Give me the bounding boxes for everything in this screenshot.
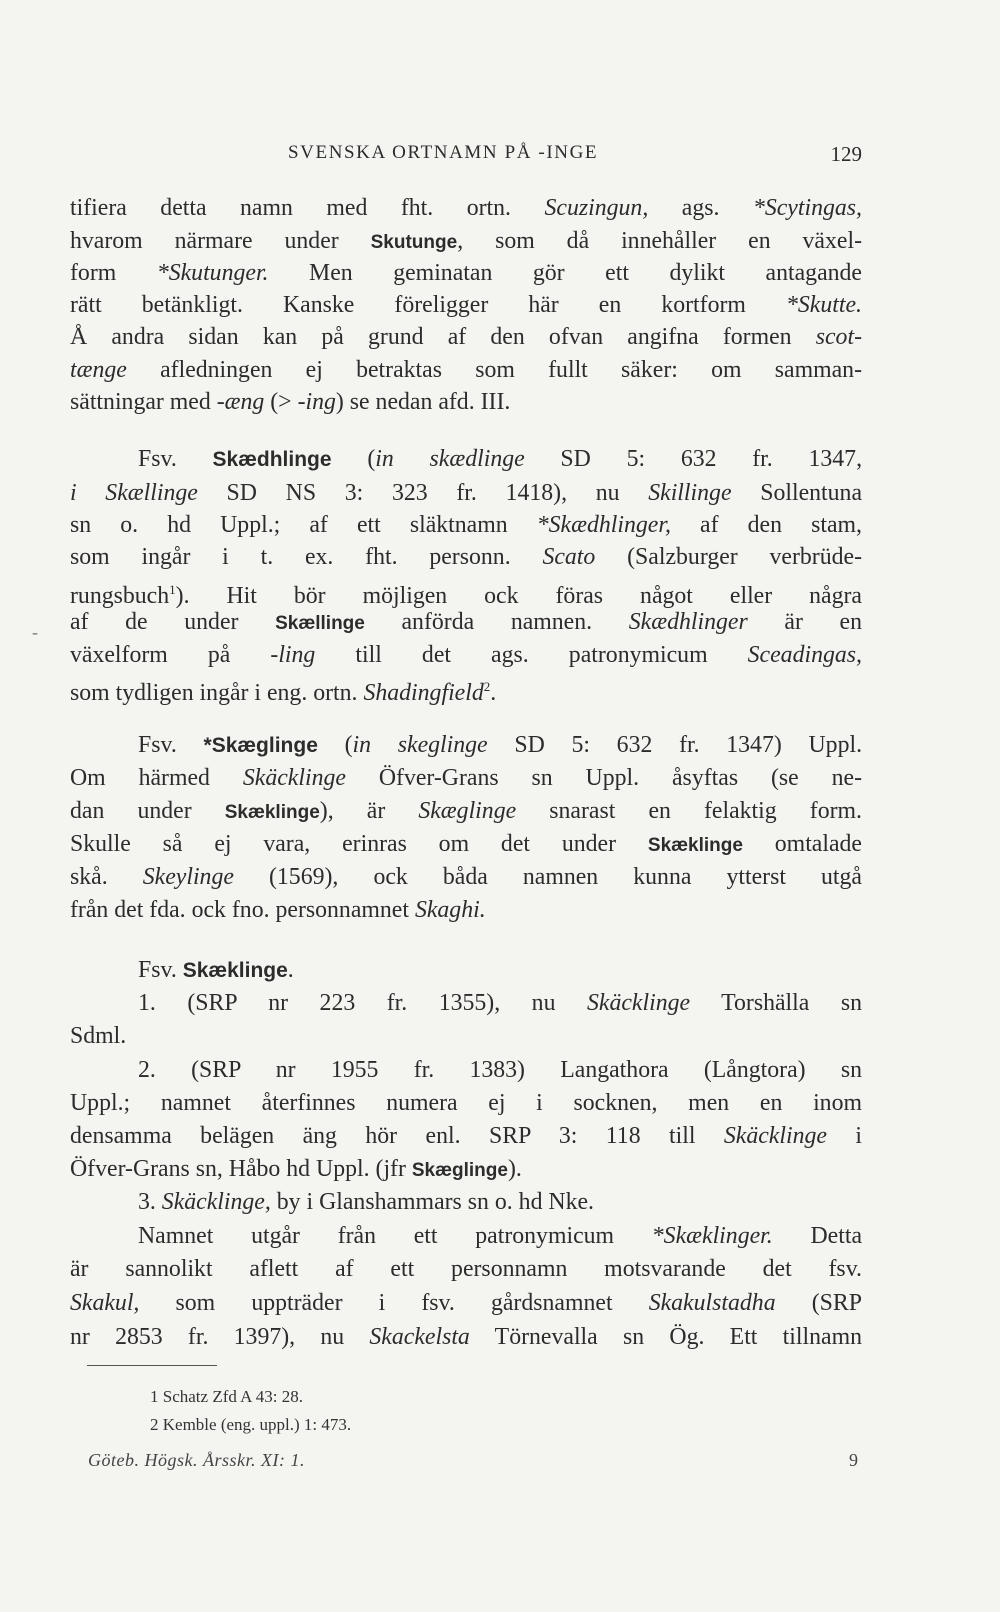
text-line: rätt betänkligt. Kanske föreligger här en kortform *Skutte. xyxy=(70,292,862,318)
headword-ref: Skæklinge xyxy=(224,802,320,823)
text-line: skå. Skeylinge (1569), ock båda namnen kunna ytterst utgå xyxy=(70,864,862,890)
sheet-number: 9 xyxy=(849,1450,858,1470)
text-line: Sdml. xyxy=(70,1023,127,1049)
footnote-divider xyxy=(87,1365,217,1366)
headword-ref: Skællinge xyxy=(275,613,365,634)
text-line: som tydligen ingår i eng. ortn. Shadingfield$^2$. xyxy=(70,679,497,706)
headword: *Skæglinge xyxy=(203,734,318,757)
text-line: Namnet utgår från ett patronymicum *Skæklinger. Detta xyxy=(138,1223,863,1249)
text-line: hvarom närmare under Skutunge, som då innehåller en växel- xyxy=(70,228,862,254)
text-line: från det fda. ock fno. personnamnet Skaghi. xyxy=(70,897,486,923)
text-line: Uppl.; namnet återfinnes numera ej i socknen, men en inom xyxy=(70,1090,862,1116)
text-line: Skakul, som uppträder i fsv. gårdsnamnet Skakulstadha (SRP xyxy=(70,1290,863,1316)
text-line: sättningar med -æng (> -ing) se nedan afd. III. xyxy=(70,389,511,415)
text-line: rungsbuch$^1$). Hit bör möjligen ock föras något eller några xyxy=(70,582,862,609)
text-line: Fsv. *Skæglinge (in skeglinge SD 5: 632 fr. 1347) Uppl. xyxy=(138,732,863,758)
footnote-ref: 2 xyxy=(483,679,491,694)
text-line: Skulle så ej vara, erinras om det under Skæklinge omtalade xyxy=(70,831,862,857)
text-line: Fsv. Skædhlinge (in skædlinge SD 5: 632 fr. 1347, xyxy=(138,446,863,472)
text-line: växelform på -ling till det ags. patronymicum Sceadingas, xyxy=(70,642,862,668)
text-line: densamma belägen äng hör enl. SRP 3: 118 till Skäcklinge i xyxy=(70,1123,863,1149)
text-line: form *Skutunger. Men geminatan gör ett dylikt antagande xyxy=(70,260,862,286)
text-line: Å andra sidan kan på grund af den ofvan angifna formen scot- xyxy=(70,324,862,350)
running-title: SVENSKA ORTNAMN PÅ -INGE xyxy=(288,142,599,163)
text-line: Öfver-Grans sn, Håbo hd Uppl. (jfr Skæglinge). xyxy=(70,1156,522,1182)
page-header xyxy=(70,142,862,176)
headword-ref: Skæglinge xyxy=(411,1160,508,1181)
text-line: Fsv. Skæklinge. xyxy=(138,957,294,983)
text-line: är sannolikt aflett af ett personnamn motsvarande det fsv. xyxy=(70,1256,862,1282)
text-line: sn o. hd Uppl.; af ett släktnamn *Skædhlinger, af den stam, xyxy=(70,512,862,538)
headword: Skæklinge xyxy=(182,959,288,982)
text-line: dan under Skæklinge), är Skæglinge snarast en felaktig form. xyxy=(70,798,862,824)
page-number: 129 xyxy=(830,142,862,166)
text-line: 3. Skäcklinge, by i Glanshammars sn o. hd Nke. xyxy=(138,1189,595,1215)
margin-mark: - xyxy=(32,622,38,642)
text-line: tænge afledningen ej betraktas som fullt säker: om samman- xyxy=(70,357,862,383)
headword: Skædhlinge xyxy=(212,448,332,471)
text-line: i Skællinge SD NS 3: 323 fr. 1418), nu Skillinge Sollentuna xyxy=(70,480,863,506)
headword-ref: Skæklinge xyxy=(647,835,743,856)
footnote-2: 2 Kemble (eng. uppl.) 1: 473. xyxy=(150,1415,352,1434)
footnote-ref: 1 xyxy=(169,582,176,597)
text-line: 2. (SRP nr 1955 fr. 1383) Langathora (Långtora) sn xyxy=(138,1057,862,1083)
text-line: tifiera detta namn med fht. ortn. Scuzingun, ags. *Scytingas, xyxy=(70,195,862,221)
text-line: nr 2853 fr. 1397), nu Skackelsta Törnevalla sn Ög. Ett tillnamn xyxy=(70,1324,862,1350)
footnote-1: 1 Schatz Zfd A 43: 28. xyxy=(150,1387,303,1406)
page-footer xyxy=(88,1450,858,1476)
text-line: af de under Skællinge anförda namnen. Skædhlinger är en xyxy=(70,609,862,635)
text-line: Om härmed Skäcklinge Öfver-Grans sn Uppl. åsyftas (se ne- xyxy=(70,765,863,791)
text-line: 1. (SRP nr 223 fr. 1355), nu Skäcklinge Torshälla sn xyxy=(138,990,862,1016)
headword-ref: Skutunge xyxy=(370,232,458,253)
signature-mark: Göteb. Högsk. Årsskr. XI: 1. xyxy=(88,1450,305,1470)
text-line: som ingår i t. ex. fht. personn. Scato (Salzburger verbrüde- xyxy=(70,544,862,570)
